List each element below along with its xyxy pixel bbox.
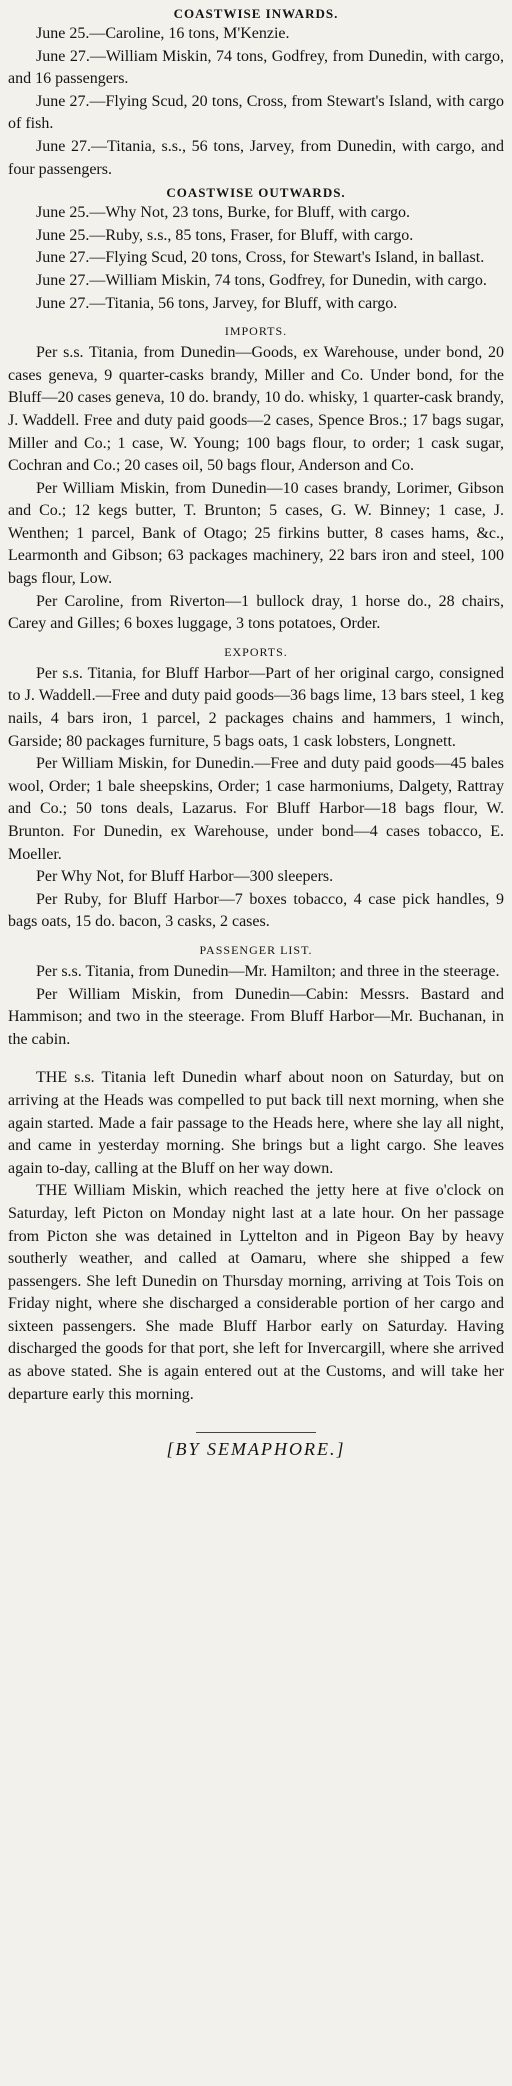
coastwise-outwards-heading: COASTWISE OUTWARDS. xyxy=(166,185,346,201)
imports-item: Per Caroline, from Riverton—1 bullock dray, 1 horse do., 28 chairs, Carey and Gilles; 6 boxes luggage, 3 tons potatoes, Order. xyxy=(8,592,504,633)
imports-item: Per William Miskin, from Dunedin—10 cases brandy, Lorimer, Gibson and Co.; 12 kegs butter, T. Brunton; 5 cases, G. W. Binney; 1 case, J. Wenthen; 1 parcel, Bank of Otago; 25 firkins butter, 8 cases hams, &c., Learmonth and Gibson; 63 packages machinery, 22 bars iron and steel, 100 bags flour, Low. xyxy=(8,479,504,588)
passenger-list-item: Per s.s. Titania, from Dunedin—Mr. Hamilton; and three in the steerage. xyxy=(36,962,500,980)
exports-item: Per s.s. Titania, for Bluff Harbor—Part of her original cargo, consigned to J. Waddell.—Free and duty paid goods—36 bags lime, 13 bars steel, 1 keg nails, 4 bars iron, 1 parcel, 2 packages chains and hammers, 1 winch, Garside; 80 packages furniture, 5 bags oats, 1 cask lobsters, Longnett. xyxy=(8,664,504,750)
news-paragraph: THE William Miskin, which reached the jetty here at five o'clock on Saturday, left Picton on Monday night last at a late hour. On her passage from Picton she was detained in Lyttelton and in Pigeon Bay by heavy southerly weather, and called at Oamaru, where she shipped a few passengers. She left Dunedin on Thursday morning, arriving at Tois Tois on Friday night, where she discharged a considerable portion of her cargo and sixteen passengers. She made Bluff Harbor early on Saturday. Having discharged the goods for that port, she left for Invercargill, where she arrived as above stated. She is again entered out at the Customs, and will take her departure early this morning. xyxy=(8,1182,504,1403)
coastwise-inwards-heading: COASTWISE INWARDS. xyxy=(173,6,339,21)
passenger-list-heading: PASSENGER LIST. xyxy=(199,942,313,957)
coastwise-inwards-item: June 27.—Flying Scud, 20 tons, Cross, from Stewart's Island, with cargo of fish. xyxy=(8,92,504,133)
exports-item: Per Ruby, for Bluff Harbor—7 boxes tobacco, 4 case pick handles, 9 bags oats, 15 do. bacon, 3 casks, 2 cases. xyxy=(8,890,504,931)
passenger-list-item: Per William Miskin, from Dunedin—Cabin: Messrs. Bastard and Hammison; and two in the steerage. From Bluff Harbor—Mr. Buchanan, in the cabin. xyxy=(8,985,504,1048)
coastwise-outwards-item: June 25.—Why Not, 23 tons, Burke, for Bluff, with cargo. xyxy=(36,204,411,222)
exports-heading: EXPORTS. xyxy=(224,644,288,659)
exports-item: Per William Miskin, for Dunedin.—Free and duty paid goods—45 bales wool, Order; 1 bale sheepskins, Order; 1 case harmoniums, Dalgety, Rattray and Co.; 50 tons deals, Lazarus. For Bluff Harbor—18 bags flour, W. Brunton. For Dunedin, ex Warehouse, under bond—4 cases tobacco, E. Moeller. xyxy=(8,755,504,863)
coastwise-inwards-item: June 27.—Titania, s.s., 56 tons, Jarvey, from Dunedin, with cargo, and four passengers. xyxy=(8,137,504,178)
exports-item: Per Why Not, for Bluff Harbor—300 sleepers. xyxy=(36,868,334,886)
coastwise-outwards-item: June 25.—Ruby, s.s., 85 tons, Fraser, for Bluff, with cargo. xyxy=(36,226,414,244)
news-paragraph: THE s.s. Titania left Dunedin wharf about noon on Saturday, but on arriving at the Heads was compelled to put back till next morning, when she again started. Made a fair passage to the Heads here, where she lay all night, and came in yesterday morning. She brings but a light cargo. She leaves again to-day, calling at the Bluff on her way down. xyxy=(8,1069,504,1177)
imports-heading: IMPORTS. xyxy=(224,324,288,339)
imports-item: Per s.s. Titania, from Dunedin—Goods, ex Warehouse, under bond, 20 cases geneva, 9 quarter-casks brandy, Miller and Co. Under bond, for the Bluff—20 cases geneva, 10 do. brandy, 10 do. whisky, 1 quarter-cask brandy, J. Waddell. Free and duty paid goods—2 cases, Spence Bros.; 17 bags sugar, Miller and Co.; 1 case, W. Young; 100 bags flour, to order; 1 cask sugar, Cochran and Co.; 20 cases oil, 50 bags flour, Anderson and Co. xyxy=(8,344,504,475)
coastwise-outwards-item: June 27.—Flying Scud, 20 tons, Cross, for Stewart's Island, in ballast. xyxy=(36,249,485,267)
by-semaphore-heading: [BY SEMAPHORE.] xyxy=(166,1439,346,1460)
coastwise-inwards-item: June 25.—Caroline, 16 tons, M'Kenzie. xyxy=(36,25,290,42)
coastwise-outwards-item: June 27.—Titania, 56 tons, Jarvey, for Bluff, with cargo. xyxy=(36,294,398,312)
section-divider xyxy=(196,1432,316,1433)
coastwise-outwards-item: June 27.—William Miskin, 74 tons, Godfrey, for Dunedin, with cargo. xyxy=(36,271,487,289)
coastwise-inwards-item: June 27.—William Miskin, 74 tons, Godfrey, from Dunedin, with cargo, and 16 passengers. xyxy=(8,47,504,88)
